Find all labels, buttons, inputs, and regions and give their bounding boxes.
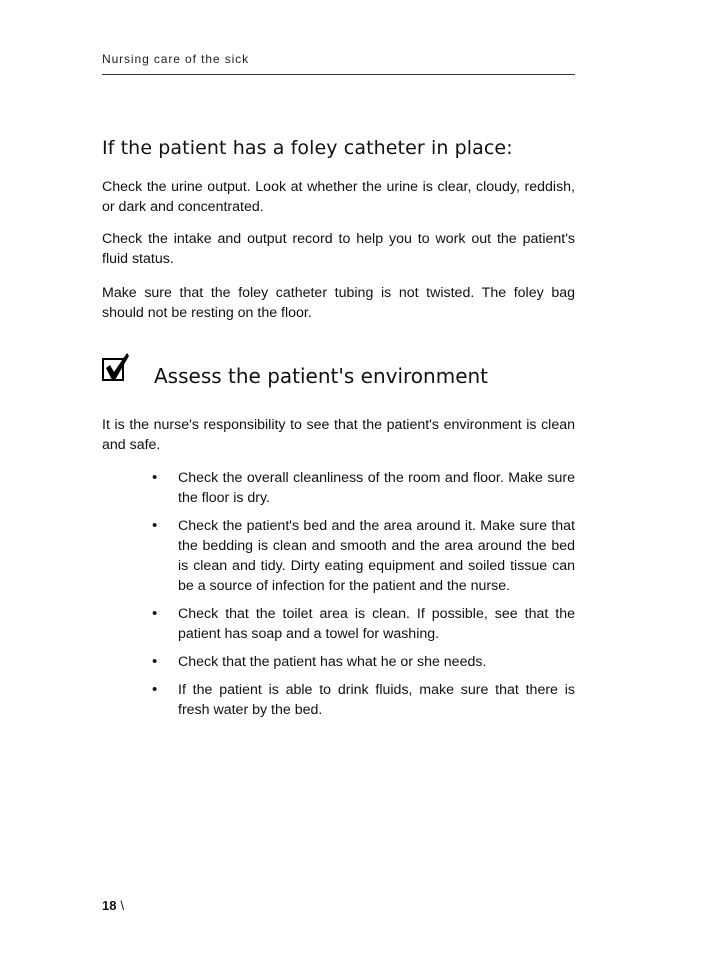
environment-checklist [0, 468, 728, 728]
list-item-text: Check that the patient has what he or she needs. [178, 654, 487, 670]
page-number-value: 18 [102, 898, 117, 913]
bullet-icon: • [152, 469, 158, 486]
list-item [0, 604, 728, 644]
paragraph-environment-intro: It is the nurse's responsibility to see that the patient's environment is clean and safe. [102, 417, 575, 453]
paragraph-intake-output: Check the intake and output record to help you to work out the patient's fluid status. [102, 231, 575, 267]
list-item-text: Check the overall cleanliness of the room and floor. Make sure the floor is dry. [178, 470, 575, 506]
list-item [0, 680, 728, 720]
page-number-separator: \ [120, 898, 125, 913]
bullet-icon: • [152, 681, 158, 698]
section-heading-catheter: If the patient has a foley catheter in place: [102, 137, 513, 159]
page-number [102, 898, 124, 913]
list-item-text: Check the patient's bed and the area around it. Make sure that the bedding is clean and smooth and the area around the bed is clean and tidy. Dirty eating equipment and soiled tissue can be a source of infection for the patient and the nurse. [178, 518, 575, 594]
bullet-icon: • [152, 605, 158, 622]
header-rule [102, 74, 575, 75]
list-item [0, 516, 728, 596]
bullet-icon: • [152, 517, 158, 534]
bullet-icon: • [152, 653, 158, 670]
checkbox-checked-icon [102, 352, 130, 382]
running-header: Nursing care of the sick [102, 52, 249, 66]
list-item [0, 652, 728, 672]
list-item-text: Check that the toilet area is clean. If possible, see that the patient has soap and a towel for washing. [178, 606, 575, 642]
paragraph-urine-output: Check the urine output. Look at whether the urine is clear, cloudy, reddish, or dark and concentrated. [102, 179, 575, 215]
list-item-text: If the patient is able to drink fluids, make sure that there is fresh water by the bed. [178, 682, 575, 718]
section-heading-environment: Assess the patient's environment [154, 364, 489, 388]
list-item [0, 468, 728, 508]
paragraph-catheter-tubing: Make sure that the foley catheter tubing is not twisted. The foley bag should not be resting on the floor. [102, 285, 575, 321]
